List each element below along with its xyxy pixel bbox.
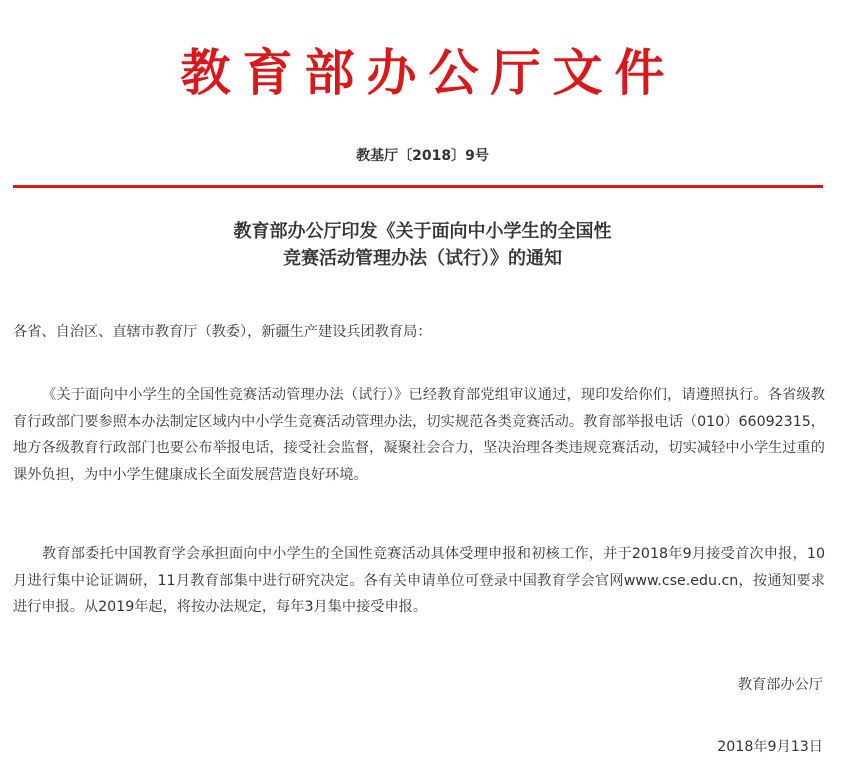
document-title: [0, 218, 845, 272]
body-paragraph-2: 教育部委托中国教育学会承担面向中小学生的全国性竞赛活动具体受理申报和初核工作，并于2018年9月接受首次申报，10月进行集中论证调研，11月教育部集中进行研究决定。各有关申请单位可登录中国教育学会官网www.cse.edu.cn，按通知要求进行申报。从2019年起，将按办法规定，每年3月集中接受申报。: [13, 546, 825, 615]
body-paragraph-1: 《关于面向中小学生的全国性竞赛活动管理办法（试行）》已经教育部党组审议通过，现印发给你们，请遵照执行。各省级教育行政部门要参照本办法制定区域内中小学生竞赛活动管理办法，切实规范各类竞赛活动。教育部举报电话（010）66092315，地方各级教育行政部门也要公布举报电话，接受社会监督，凝聚社会合力，坚决治理各类违规竞赛活动，切实减轻中小学生过重的课外负担，为中小学生健康成长全面发展营造良好环境。: [13, 387, 825, 483]
issue-date: 2018年9月13日: [717, 739, 823, 755]
document-masthead: 教育部办公厅文件: [180, 43, 677, 102]
title-line-2: 竞赛活动管理办法（试行）》的通知: [283, 248, 562, 269]
title-line-1: 教育部办公厅印发《关于面向中小学生的全国性: [233, 221, 612, 242]
salutation: 各省、自治区、直辖市教育厅（教委），新疆生产建设兵团教育局：: [13, 324, 432, 340]
document-number: 教基厅〔2018〕9号: [356, 148, 489, 164]
red-divider-line: [13, 185, 823, 188]
issuer-signature: 教育部办公厅: [737, 677, 823, 693]
